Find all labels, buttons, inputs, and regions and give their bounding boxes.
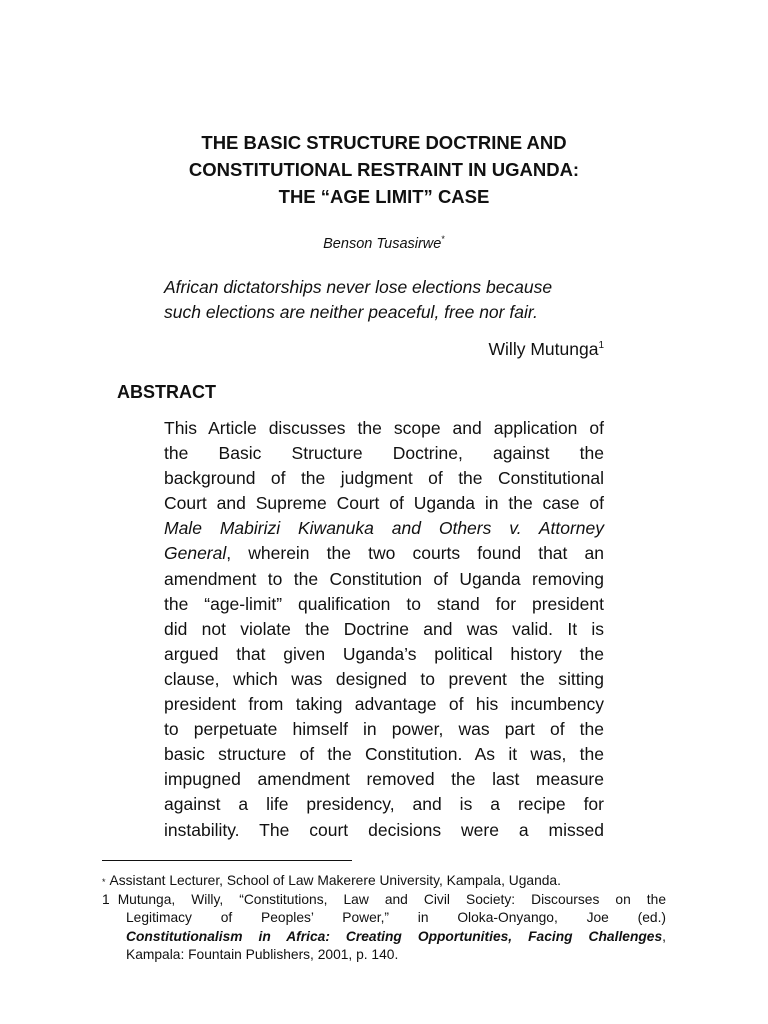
abstract-line: did not violate the Doctrine and was valid. It is <box>164 618 604 639</box>
abstract-line: against a life presidency, and is a recipe for <box>164 794 604 815</box>
abstract-line: basic structure of the Constitution. As it was, the <box>164 744 604 765</box>
epigraph <box>164 275 604 325</box>
title-line-3: THE “AGE LIMIT” CASE <box>278 186 490 207</box>
footnote-2-line-4: Kampala: Fountain Publishers, 2001, p. 140. <box>126 947 399 963</box>
title-line-1: THE BASIC STRUCTURE DOCTRINE AND <box>201 132 567 153</box>
footnotes <box>102 872 666 965</box>
abstract-body <box>164 416 604 843</box>
abstract-line <box>164 541 604 566</box>
abstract-line-case-name: Male Mabirizi Kiwanuka and Others v. Attorney <box>164 518 604 539</box>
author-byline <box>0 234 768 252</box>
footnote-2-line-1 <box>102 891 666 910</box>
footnote-2-line-3 <box>102 928 666 947</box>
epigraph-author: Willy Mutunga <box>488 339 599 359</box>
abstract-line: This Article discusses the scope and application of <box>164 418 604 438</box>
abstract-line: instability. The court decisions were a missed <box>164 819 604 840</box>
footnote-2-book-title: Constitutionalism in Africa: Creating Opportunities, Facing Challenges <box>126 928 663 944</box>
footnote-1 <box>102 872 666 891</box>
footnote-2-comma: , <box>662 928 666 944</box>
title-line-2: CONSTITUTIONAL RESTRAINT IN UGANDA: <box>188 159 580 180</box>
footnote-separator <box>102 860 352 861</box>
abstract-line: clause, which was designed to prevent the sitting <box>164 668 604 689</box>
epigraph-attribution <box>489 339 604 360</box>
author-footnote-marker: * <box>441 234 445 244</box>
abstract-line: president from taking advantage of his incumbency <box>164 694 604 715</box>
epigraph-footnote-marker: 1 <box>598 340 604 352</box>
epigraph-line-2: such elections are neither peaceful, free nor fair. <box>164 302 538 322</box>
abstract-line: to perpetuate himself in power, was part of the <box>164 719 604 740</box>
article-title <box>0 129 768 210</box>
abstract-line: Court and Supreme Court of Uganda in the case of <box>164 493 604 514</box>
abstract-line: background of the judgment of the Constitutional <box>164 468 604 489</box>
abstract-line-rest: , wherein the two courts found that an <box>226 543 604 564</box>
epigraph-line-1: African dictatorships never lose elections because <box>164 277 553 297</box>
footnote-1-marker: * <box>102 877 106 887</box>
abstract-line: the “age-limit” qualification to stand for president <box>164 593 604 614</box>
case-name-general: General <box>164 543 227 564</box>
abstract-line: argued that given Uganda’s political history the <box>164 643 604 664</box>
footnote-2-line-2: Legitimacy of Peoples’ Power,” in Oloka-Onyango, Joe (ed.) <box>126 910 666 926</box>
footnote-2-marker: 1 <box>102 891 110 907</box>
abstract-heading: ABSTRACT <box>117 382 216 402</box>
abstract-line: amendment to the Constitution of Uganda removing <box>164 568 604 589</box>
abstract-line: the Basic Structure Doctrine, against the <box>164 443 604 464</box>
author-name: Benson Tusasirwe <box>323 235 442 252</box>
footnote-1-text: Assistant Lecturer, School of Law Makerere University, Kampala, Uganda. <box>109 873 561 888</box>
footnote-2-text-1: Mutunga, Willy, “Constitutions, Law and Civil Society: Discourses on the <box>117 891 666 907</box>
abstract-line: impugned amendment removed the last measure <box>164 769 604 790</box>
